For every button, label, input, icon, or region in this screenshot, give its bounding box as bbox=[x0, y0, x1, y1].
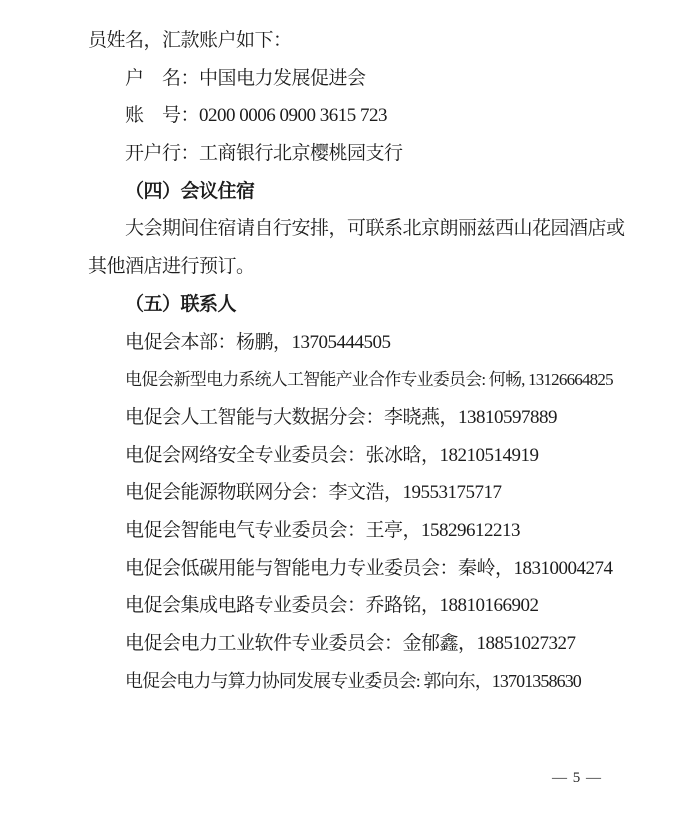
text-line: （四）会议住宿 bbox=[125, 180, 255, 202]
text-line: 电促会能源物联网分会：李文浩，19553175717 bbox=[125, 482, 502, 504]
text-line: 员姓名，汇款账户如下： bbox=[88, 30, 292, 51]
document-body bbox=[88, 22, 623, 700]
text-line: 电促会电力工业软件专业委员会：金郁鑫，18851027327 bbox=[125, 633, 576, 654]
text-line: 电促会智能电气专业委员会：王亭，15829612213 bbox=[125, 519, 521, 541]
text-line: 电促会网络安全专业委员会：张冰晗，18210514919 bbox=[125, 444, 539, 466]
text-line: 电促会新型电力系统人工智能产业合作专业委员会: 何畅, 13126664825 bbox=[125, 370, 613, 390]
text-line: 开户行：工商银行北京樱桃园支行 bbox=[125, 143, 403, 165]
text-line: 电促会本部：杨鹏，13705444505 bbox=[125, 331, 391, 353]
text-line: 账 号：0200 0006 0900 3615 723 bbox=[125, 105, 388, 127]
text-line: 户 名：中国电力发展促进会 bbox=[125, 67, 366, 89]
text-line: 电促会集成电路专业委员会：乔路铭，18810166902 bbox=[125, 595, 539, 617]
text-line: 其他酒店进行预订。 bbox=[88, 256, 255, 278]
page-number: — 5 — bbox=[552, 770, 602, 786]
text-line: 电促会电力与算力协同发展专业委员会: 郭向东，13701358630 bbox=[125, 670, 581, 691]
text-line: 电促会人工智能与大数据分会：李晓燕，13810597889 bbox=[125, 406, 558, 428]
text-line: （五）联系人 bbox=[125, 293, 237, 315]
text-line: 电促会低碳用能与智能电力专业委员会：秦岭，18310004274 bbox=[125, 557, 613, 579]
text-line: 大会期间住宿请自行安排，可联系北京朗丽兹西山花园酒店或 bbox=[125, 218, 625, 240]
